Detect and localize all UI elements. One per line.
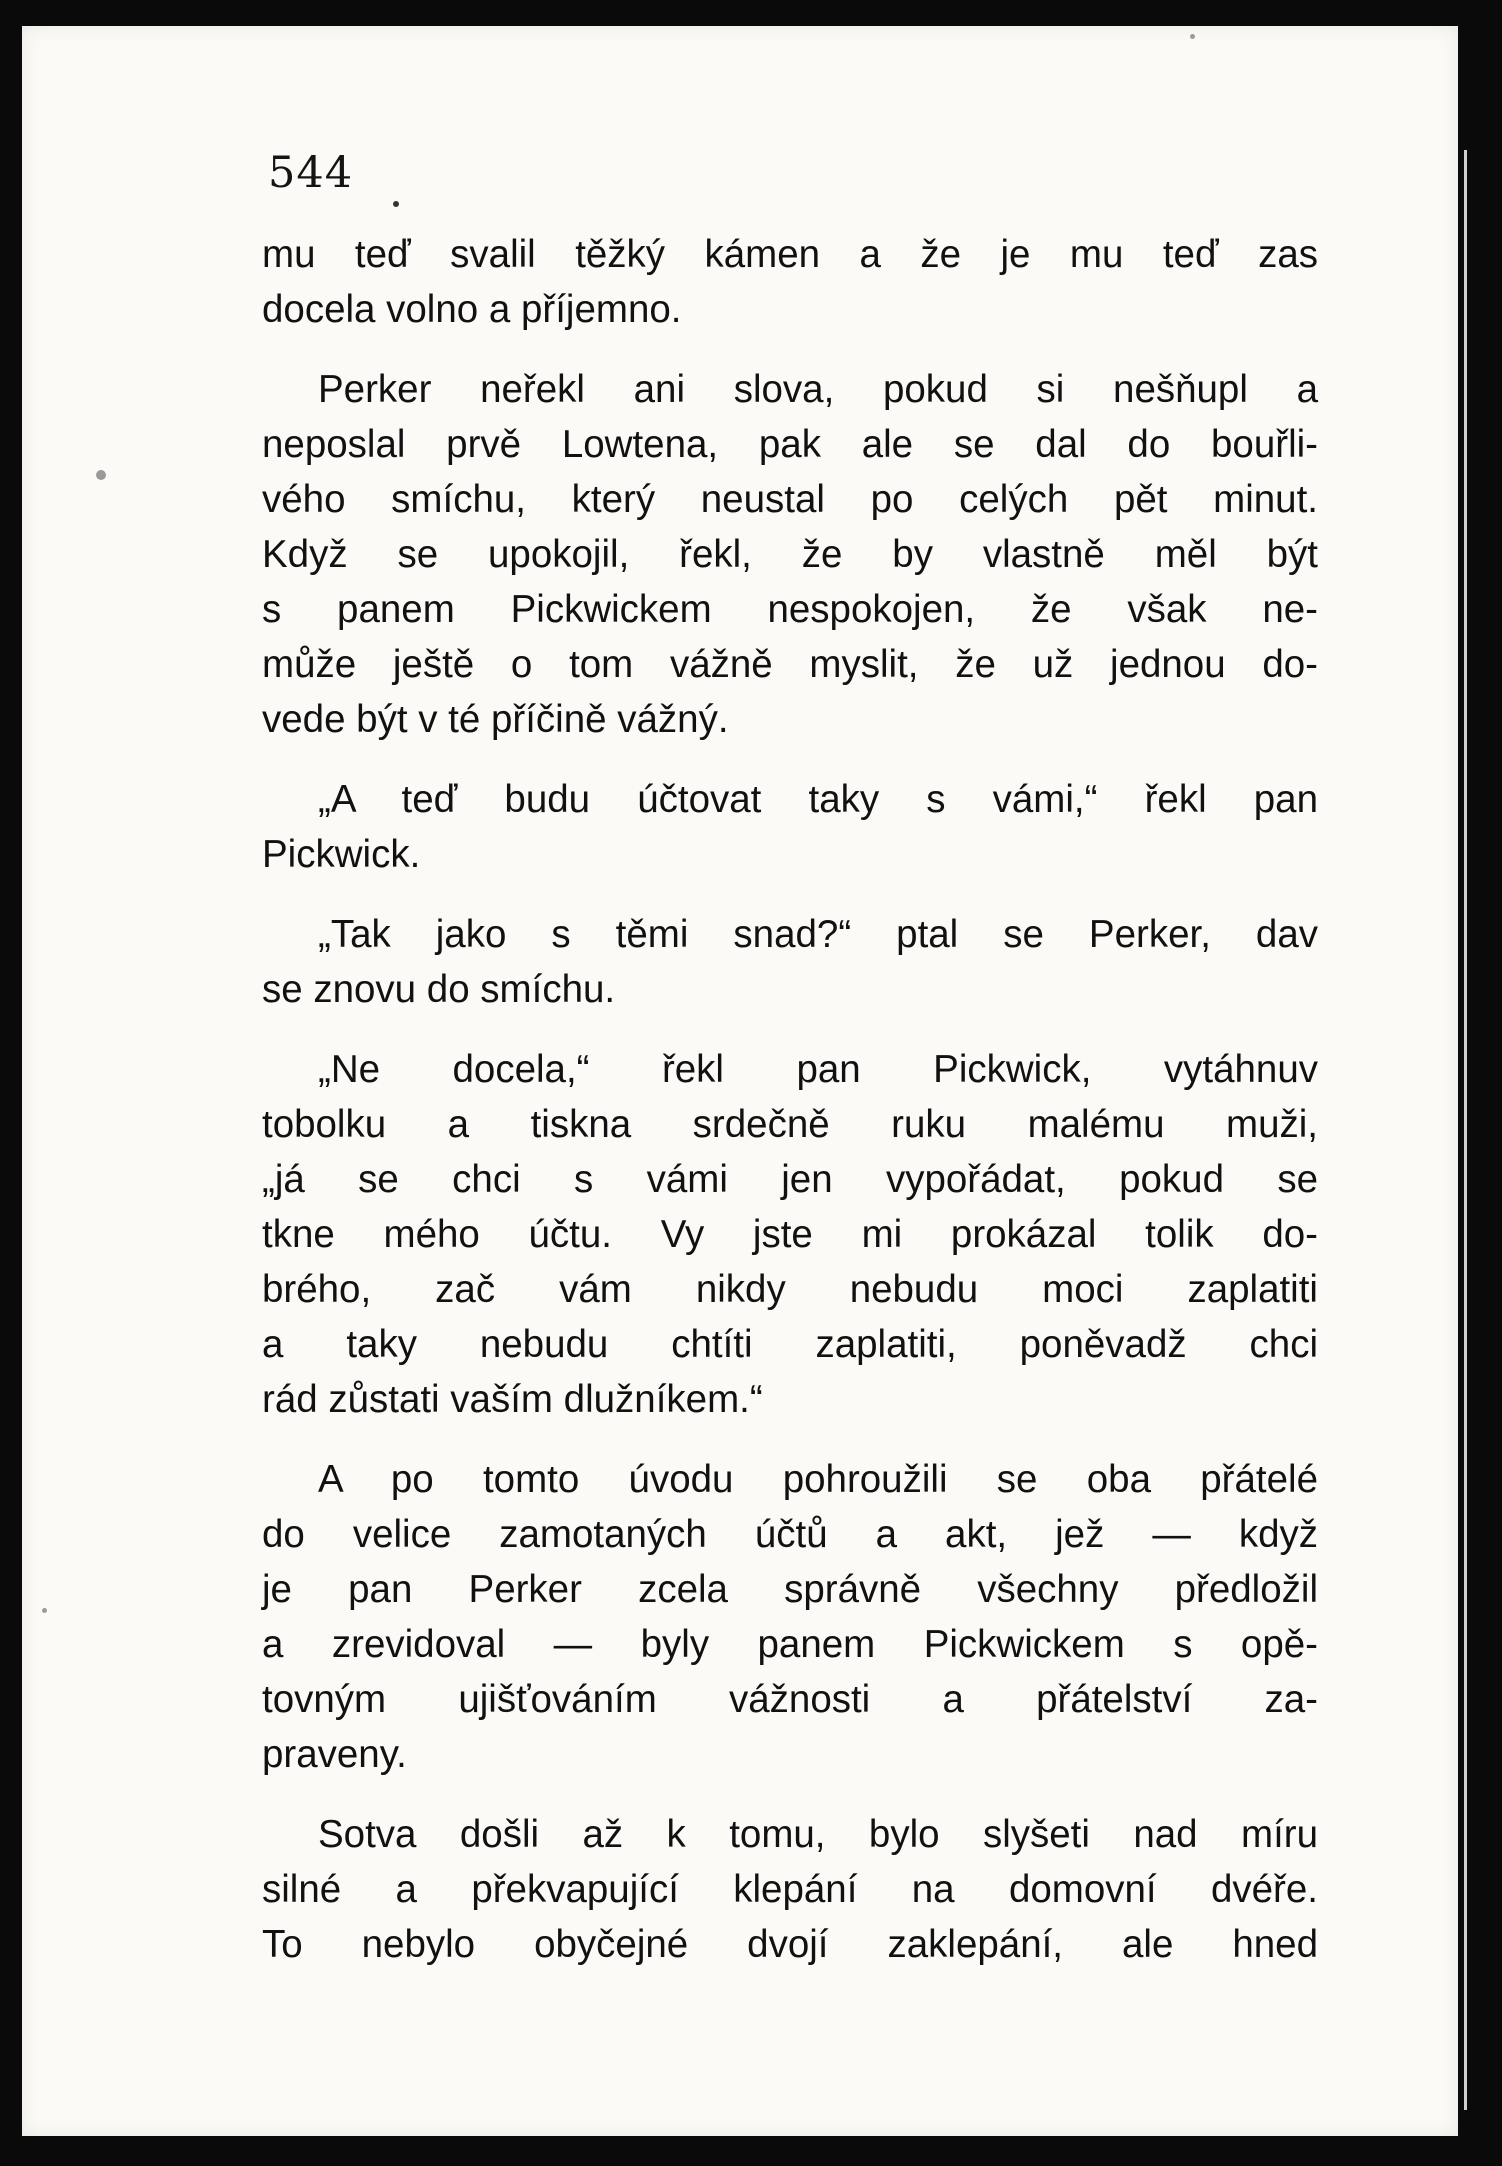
scan-speck: [96, 470, 106, 480]
text-line: je pan Perker zcela správně všechny předložil: [262, 1568, 1318, 1611]
page-number: 544: [268, 148, 354, 198]
text-line: Sotva došli až k tomu, bylo slyšeti nad míru: [318, 1813, 1318, 1856]
paragraph: [262, 1452, 1318, 1782]
paragraph: [262, 227, 1318, 337]
text-line: A po tomto úvodu pohroužili se oba přátelé: [318, 1458, 1318, 1501]
text-line: Perker neřekl ani slova, pokud si nešňupl a: [318, 368, 1318, 411]
text-line: tovným ujišťováním vážnosti a přátelství za-: [262, 1678, 1318, 1721]
text-line: může ještě o tom vážně myslit, že už jednou do-: [262, 643, 1318, 686]
text-line: „Ne docela,“ řekl pan Pickwick, vytáhnuv: [318, 1048, 1318, 1091]
paragraph-gap: [262, 337, 1318, 362]
text-line: tkne mého účtu. Vy jste mi prokázal tolik do-: [262, 1213, 1318, 1256]
text-line: „Tak jako s těmi snad?“ ptal se Perker, dav: [318, 913, 1318, 956]
paragraph: [262, 772, 1318, 882]
text-line: brého, zač vám nikdy nebudu moci zaplatiti: [262, 1268, 1318, 1311]
text-line: vede být v té příčině vážný.: [262, 698, 729, 741]
paragraph: [262, 1042, 1318, 1427]
text-line: vého smíchu, který neustal po celých pět minut.: [262, 478, 1318, 521]
paragraph-gap: [262, 1017, 1318, 1042]
text-line: Pickwick.: [262, 833, 421, 876]
text-line: rád zůstati vaším dlužníkem.“: [262, 1378, 763, 1421]
paragraph-gap: [262, 882, 1318, 907]
scan-speck: [1190, 34, 1195, 39]
text-line: To nebylo obyčejné dvojí zaklepání, ale hned: [262, 1923, 1318, 1966]
text-line: docela volno a příjemno.: [262, 288, 682, 331]
text-line: tobolku a tiskna srdečně ruku malému muži,: [262, 1103, 1318, 1146]
paragraph: [262, 362, 1318, 747]
page-number-mark: [393, 201, 399, 207]
page-edge-shadow: [1464, 150, 1467, 2110]
text-line: a taky nebudu chtíti zaplatiti, poněvadž chci: [262, 1323, 1318, 1366]
text-line: praveny.: [262, 1733, 407, 1776]
text-line: a zrevidoval — byly panem Pickwickem s opě-: [262, 1623, 1318, 1666]
text-line: Když se upokojil, řekl, že by vlastně měl být: [262, 533, 1318, 576]
paragraph: [262, 907, 1318, 1017]
paragraph-gap: [262, 747, 1318, 772]
text-line: mu teď svalil těžký kámen a že je mu teď zas: [262, 233, 1318, 276]
text-line: „A teď budu účtovat taky s vámi,“ řekl pan: [318, 778, 1318, 821]
text-line: s panem Pickwickem nespokojen, že však ne-: [262, 588, 1318, 631]
paragraph-gap: [262, 1782, 1318, 1807]
text-line: neposlal prvě Lowtena, pak ale se dal do bouřli-: [262, 423, 1318, 466]
paragraph: [262, 1807, 1318, 1972]
text-line: se znovu do smíchu.: [262, 968, 616, 1011]
text-line: „já se chci s vámi jen vypořádat, pokud se: [262, 1158, 1318, 1201]
scan-speck: [42, 1608, 47, 1613]
text-line: do velice zamotaných účtů a akt, jež — když: [262, 1513, 1318, 1556]
paragraph-gap: [262, 1427, 1318, 1452]
body-text: [262, 227, 1318, 1972]
text-line: silné a překvapující klepání na domovní dvéře.: [262, 1868, 1318, 1911]
